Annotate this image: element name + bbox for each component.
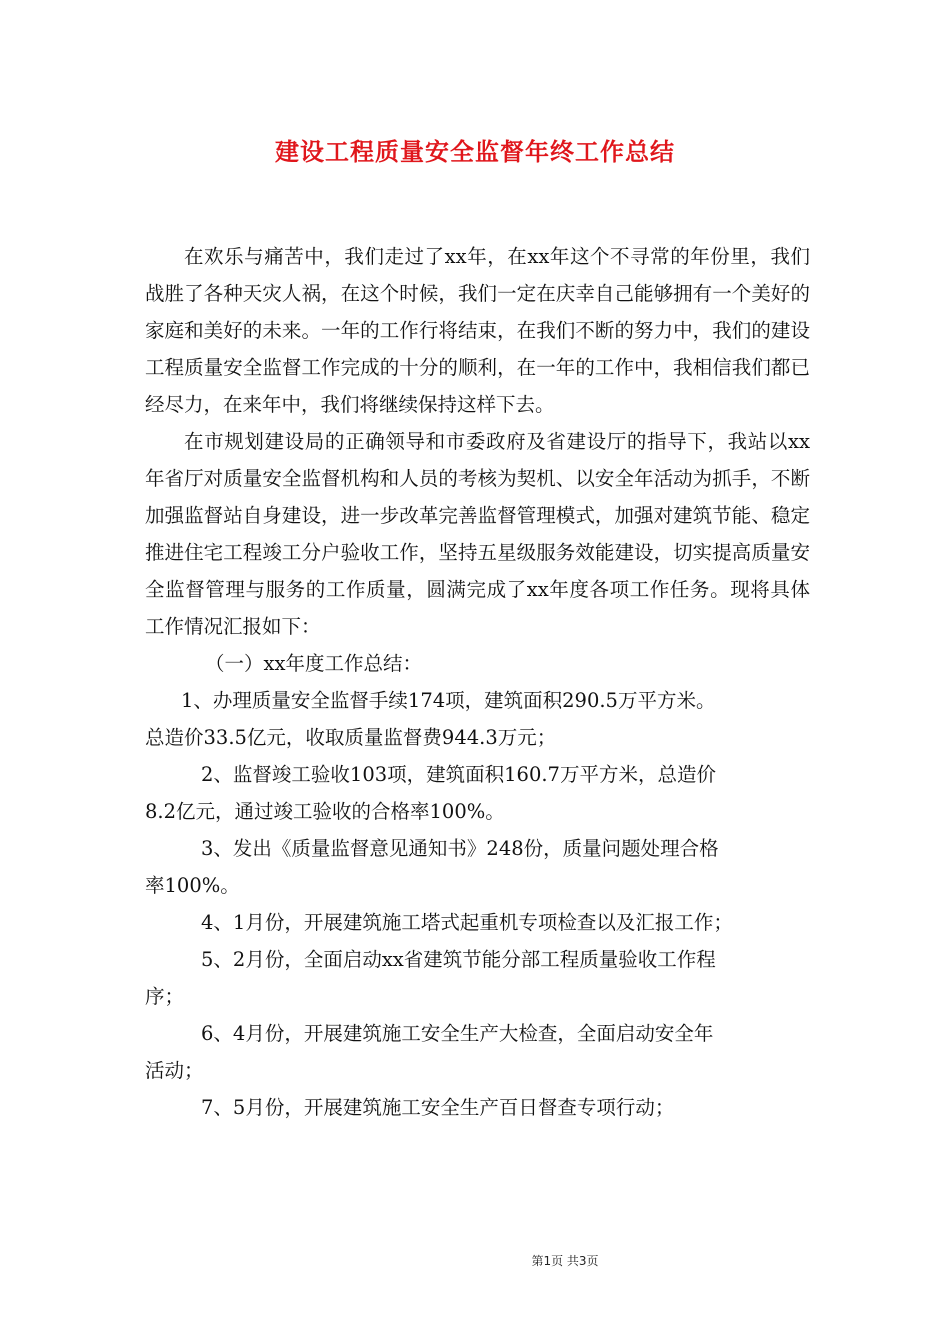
list-item-6-line1: 6、4月份，开展建筑施工安全生产大检查，全面启动安全年 xyxy=(201,1022,714,1045)
list-item-7-line1: 7、5月份，开展建筑施工安全生产百日督查专项行动； xyxy=(201,1096,675,1119)
list-item-5-line1: 5、2月份，全面启动xx省建筑节能分部工程质量验收工作程 xyxy=(201,948,716,971)
page-number: 第1页 共3页 xyxy=(531,1254,599,1268)
list-item-4-line1: 4、1月份，开展建筑施工塔式起重机专项检查以及汇报工作； xyxy=(201,911,733,934)
list-item-3-line1: 3、发出《质量监督意见通知书》248份，质量问题处理合格 xyxy=(201,837,719,860)
paragraph-overview: 在市规划建设局的正确领导和市委政府及省建设厅的指导下，我站以xx年省厅对质量安全监督机构和人员的考核为契机、以安全年活动为抓手，不断加强监督站自身建设，进一步改革完善监督管理模式，加强对建筑节能、稳定推进住宅工程竣工分户验收工作，坚持五星级服务效能建设，切实提高质量安全监督管理与服务的工作质量，圆满完成了xx年度各项工作任务。现将具体工作情况汇报如下： xyxy=(145,430,810,638)
document-body xyxy=(145,238,810,1126)
document-title: 建设工程质量安全监督年终工作总结 xyxy=(275,138,675,166)
list-item-3-line2: 率100%。 xyxy=(145,874,240,897)
list-item-1-line1: 1、办理质量安全监督手续174项，建筑面积290.5万平方米。 xyxy=(181,689,716,712)
list-item-5-line2: 序； xyxy=(145,985,185,1008)
list-item-1-line2: 总造价33.5亿元，收取质量监督费944.3万元； xyxy=(145,726,557,749)
list-item-2-line2: 8.2亿元，通过竣工验收的合格率100%。 xyxy=(145,800,505,823)
section-heading: （一）xx年度工作总结： xyxy=(205,652,422,675)
list-item-6-line2: 活动； xyxy=(145,1059,204,1082)
paragraph-intro: 在欢乐与痛苦中，我们走过了xx年，在xx年这个不寻常的年份里，我们战胜了各种天灾人祸，在这个时候，我们一定在庆幸自己能够拥有一个美好的家庭和美好的未来。一年的工作行将结束，在我们不断的努力中，我们的建设工程质量安全监督工作完成的十分的顺利，在一年的工作中，我相信我们都已经尽力，在来年中，我们将继续保持这样下去。 xyxy=(145,245,810,416)
list-item-2-line1: 2、监督竣工验收103项，建筑面积160.7万平方米，总造价 xyxy=(201,763,716,786)
